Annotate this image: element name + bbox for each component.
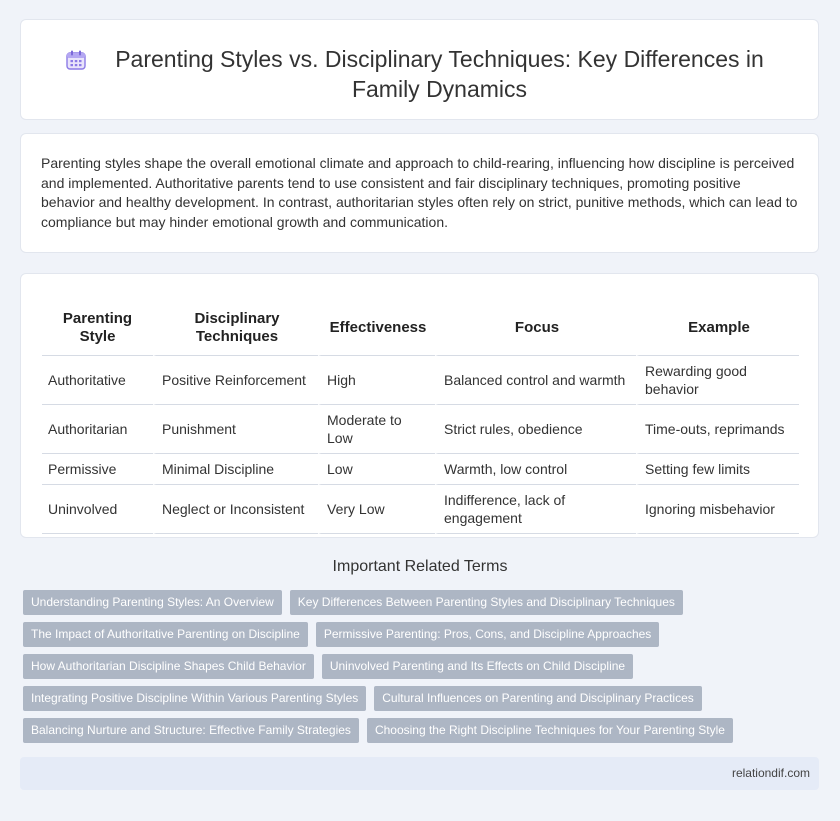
table-cell: Strict rules, obedience	[435, 405, 636, 454]
related-term-link[interactable]: Permissive Parenting: Pros, Cons, and Discipline Approaches	[316, 622, 660, 647]
column-header: Disciplinary Techniques	[153, 294, 318, 356]
column-header: Effectiveness	[318, 294, 435, 356]
table-cell: Warmth, low control	[435, 454, 636, 485]
table-cell: Indifference, lack of engagement	[435, 485, 636, 534]
related-term-link[interactable]: Integrating Positive Discipline Within Various Parenting Styles	[23, 686, 366, 711]
table-cell: Setting few limits	[636, 454, 799, 485]
tag-row	[23, 622, 823, 647]
related-term-link[interactable]: Uninvolved Parenting and Its Effects on Child Discipline	[322, 654, 633, 679]
column-header: Parenting Style	[42, 294, 153, 356]
table-cell: Authoritarian	[42, 405, 153, 454]
related-term-link[interactable]: Understanding Parenting Styles: An Overview	[23, 590, 282, 615]
related-term-link[interactable]: How Authoritarian Discipline Shapes Child Behavior	[23, 654, 314, 679]
site-credit[interactable]: relationdif.com	[731, 766, 810, 780]
related-term-link[interactable]: Balancing Nurture and Structure: Effective Family Strategies	[23, 718, 359, 743]
table-cell: Authoritative	[42, 356, 153, 405]
table-cell: Ignoring misbehavior	[636, 485, 799, 534]
related-term-link[interactable]: Choosing the Right Discipline Techniques for Your Parenting Style	[367, 718, 733, 743]
table-cell: Permissive	[42, 454, 153, 485]
related-terms-heading: Important Related Terms	[332, 558, 508, 575]
table-cell: Minimal Discipline	[153, 454, 318, 485]
related-term-link[interactable]: Cultural Influences on Parenting and Disciplinary Practices	[374, 686, 702, 711]
column-header: Example	[636, 294, 799, 356]
related-term-link[interactable]: The Impact of Authoritative Parenting on Discipline	[23, 622, 308, 647]
tag-row	[23, 654, 823, 679]
intro-paragraph: Parenting styles shape the overall emotional climate and approach to child-rearing, influencing how discipline is perceived and implemented. Authoritative parents tend to use consistent and fair disciplinary techniques, promoting positive behavior and healthy development. In contrast, authoritarian styles often rely on strict, punitive methods, which can lead to compliance but may hinder emotional growth and communication.	[41, 155, 798, 230]
table-row	[42, 485, 799, 534]
table-cell: Neglect or Inconsistent	[153, 485, 318, 534]
table-cell: High	[318, 356, 435, 405]
table-cell: Balanced control and warmth	[435, 356, 636, 405]
tag-row	[23, 590, 823, 615]
table-header-row	[42, 294, 799, 356]
table-cell: Rewarding good behavior	[636, 356, 799, 405]
table-cell: Very Low	[318, 485, 435, 534]
table-cell: Punishment	[153, 405, 318, 454]
tag-row	[23, 686, 823, 711]
table-cell: Low	[318, 454, 435, 485]
header-card	[20, 19, 819, 120]
intro-card	[20, 133, 819, 253]
column-header: Focus	[435, 294, 636, 356]
table-cell: Positive Reinforcement	[153, 356, 318, 405]
table-row	[42, 356, 799, 405]
table-cell: Moderate to Low	[318, 405, 435, 454]
comparison-table-card	[20, 273, 819, 538]
table-row	[42, 405, 799, 454]
table-cell: Time-outs, reprimands	[636, 405, 799, 454]
related-term-link[interactable]: Key Differences Between Parenting Styles and Disciplinary Techniques	[290, 590, 683, 615]
page-title: Parenting Styles vs. Disciplinary Techniques: Key Differences in Family Dynamics	[115, 46, 764, 102]
table-cell: Uninvolved	[42, 485, 153, 534]
comparison-table	[42, 294, 799, 534]
related-terms-list	[23, 590, 823, 750]
tag-row	[23, 718, 823, 743]
table-row	[42, 454, 799, 485]
footer	[20, 757, 819, 790]
